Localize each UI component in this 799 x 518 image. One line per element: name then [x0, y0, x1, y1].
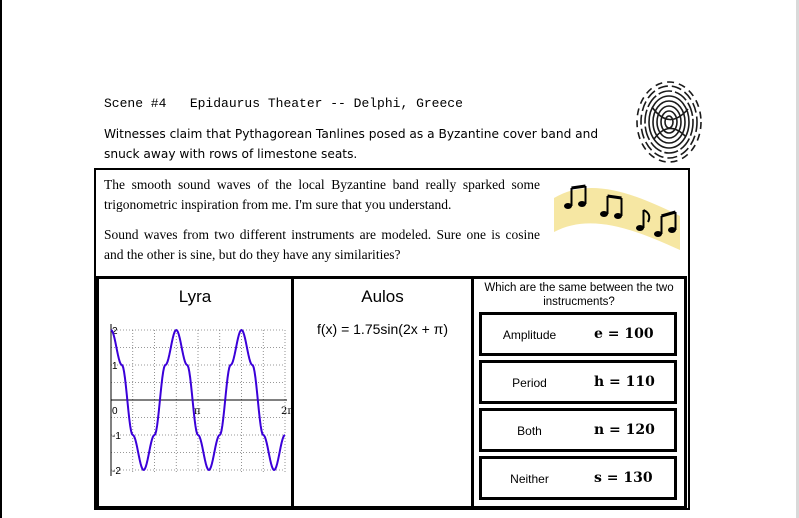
option-code: s = 130 [594, 470, 653, 486]
story-text [104, 175, 540, 275]
witness-text: Witnesses claim that Pythagorean Tanlines posed as a Byzantine cover band and snuck away with rows of limestone seats. [104, 127, 599, 161]
option-both[interactable] [479, 408, 677, 452]
scene-location: Epidaurus Theater -- Delphi, Greece [189, 96, 463, 111]
lyra-panel [96, 276, 294, 509]
story-paragraph-2: Sound waves from two different instruments are modeled. Sure one is cosine and the other is sine, but do they have any similarities? [104, 227, 540, 262]
y-tick-label: -2 [112, 466, 121, 477]
y-tick-label: 2 [112, 326, 118, 337]
y-tick-label: 1 [112, 361, 118, 372]
x-tick-label: π [193, 406, 201, 417]
y-tick-label: -1 [112, 431, 121, 442]
aulos-panel [291, 276, 474, 509]
scene-label: Scene #4 [104, 96, 167, 111]
option-neither[interactable] [479, 456, 677, 500]
option-period[interactable] [479, 360, 677, 404]
lyra-graph [105, 312, 294, 490]
option-label: Amplitude [502, 328, 557, 342]
option-code: h = 110 [594, 374, 655, 390]
x-tick-label: 2π [280, 406, 294, 417]
option-label: Period [512, 376, 547, 390]
aulos-formula: f(x) = 1.75sin(2x + π) [316, 321, 449, 337]
option-label: Neither [510, 472, 549, 486]
aulos-title: Aulos [361, 287, 404, 306]
story-paragraph-1: The smooth sound waves of the local Byzantine band really sparked some trigonometric inspiration from me. I'm sure that you understand. [104, 177, 540, 212]
option-label: Both [517, 424, 542, 438]
lyra-title: Lyra [178, 287, 212, 306]
option-code: e = 100 [594, 326, 654, 342]
music-notes-icon [548, 176, 686, 258]
y-tick-label: 0 [112, 406, 118, 417]
scene-heading [104, 96, 463, 111]
question-panel [471, 276, 687, 509]
fingerprint-icon [634, 79, 704, 165]
left-border [0, 0, 2, 518]
option-amplitude[interactable] [479, 312, 677, 356]
question-text: Which are the same between the two instrucments? [484, 282, 674, 308]
answer-grid [96, 276, 687, 509]
option-code: n = 120 [594, 422, 655, 438]
